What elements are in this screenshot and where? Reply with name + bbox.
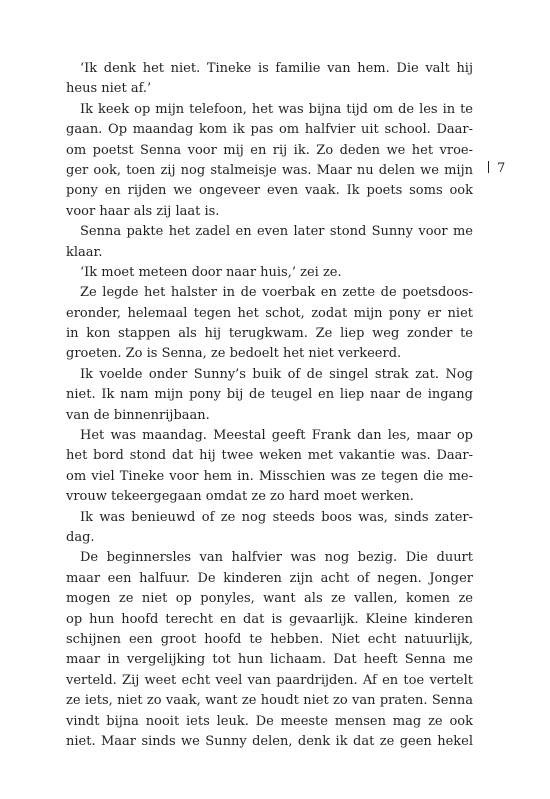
text-line: op hun hoofd terecht en dat is gevaarlijk. Kleine kinderen — [66, 611, 473, 627]
text-line: vrouw tekeergegaan omdat ze zo hard moet werken. — [66, 489, 414, 505]
page-number-value: 7 — [497, 161, 506, 176]
text-line: pony en rijden we ongeveer even vaak. Ik poets soms ook — [66, 183, 473, 199]
page-number — [488, 159, 505, 179]
text-line: heus niet af.’ — [66, 81, 152, 97]
text-line: De beginnersles van halfvier was nog bezig. Die duurt — [80, 550, 473, 566]
text-line: Ik was benieuwd of ze nog steeds boos was, sinds zater- — [80, 509, 473, 525]
text-line: eronder, helemaal tegen het schot, zodat mijn pony er niet — [66, 305, 473, 321]
text-line: vindt bijna nooit iets leuk. De meeste mensen mag ze ook — [66, 713, 473, 729]
text-line: van de binnenrijbaan. — [66, 407, 210, 423]
text-line: Het was maandag. Meestal geeft Frank dan les, maar op — [80, 428, 473, 444]
text-line: Ik voelde onder Sunny’s buik of de singel strak zat. Nog — [80, 366, 473, 382]
text-line: ‘Ik moet meteen door naar huis,’ zei ze. — [80, 264, 342, 280]
text-line: klaar. — [66, 244, 103, 260]
text-line: Ik keek op mijn telefoon, het was bijna tijd om de les in te — [80, 101, 473, 117]
text-line: in kon stappen als hij terugkwam. Ze liep weg zonder te — [66, 326, 473, 342]
text-line: om viel Tineke voor hem in. Misschien was ze tegen die me- — [66, 468, 473, 484]
text-line: maar een halfuur. De kinderen zijn acht of negen. Jonger — [66, 570, 473, 586]
text-line: schijnen een groot hoofd te hebben. Niet echt natuurlijk, — [66, 631, 473, 647]
text-line: niet. Maar sinds we Sunny delen, denk ik dat ze geen hekel — [66, 733, 473, 749]
text-line: om poetst Senna voor mij en rij ik. Zo deden we het vroe- — [66, 142, 473, 158]
text-line: Ze legde het halster in de voerbak en zette de poetsdoos- — [80, 285, 473, 301]
body-text — [66, 59, 473, 752]
text-line: maar in vergelijking tot hun lichaam. Dat heeft Senna me — [66, 652, 473, 668]
text-line: ‘Ik denk het niet. Tineke is familie van hem. Die valt hij — [80, 61, 473, 76]
text-line: mogen ze niet op ponyles, want als ze vallen, komen ze — [66, 591, 473, 607]
text-line: voor haar als zij laat is. — [66, 203, 220, 219]
text-line: gaan. Op maandag kom ik pas om halfvier uit school. Daar- — [66, 122, 473, 138]
text-line: het bord stond dat hij twee weken met vakantie was. Daar- — [66, 448, 473, 464]
text-line: verteld. Zij weet echt veel van paardrijden. Af en toe vertelt — [66, 672, 473, 688]
text-line: ger ook, toen zij nog stalmeisje was. Maar nu delen we mijn — [66, 162, 473, 178]
text-line: ze iets, niet zo vaak, want ze houdt niet zo van praten. Senna — [66, 693, 473, 709]
text-line: dag. — [66, 529, 95, 545]
text-line: Senna pakte het zadel en even later stond Sunny voor me — [80, 224, 473, 240]
page-number-divider — [488, 161, 489, 173]
text-line: niet. Ik nam mijn pony bij de teugel en liep naar de ingang — [66, 387, 473, 403]
text-line: groeten. Zo is Senna, ze bedoelt het niet verkeerd. — [66, 346, 402, 362]
